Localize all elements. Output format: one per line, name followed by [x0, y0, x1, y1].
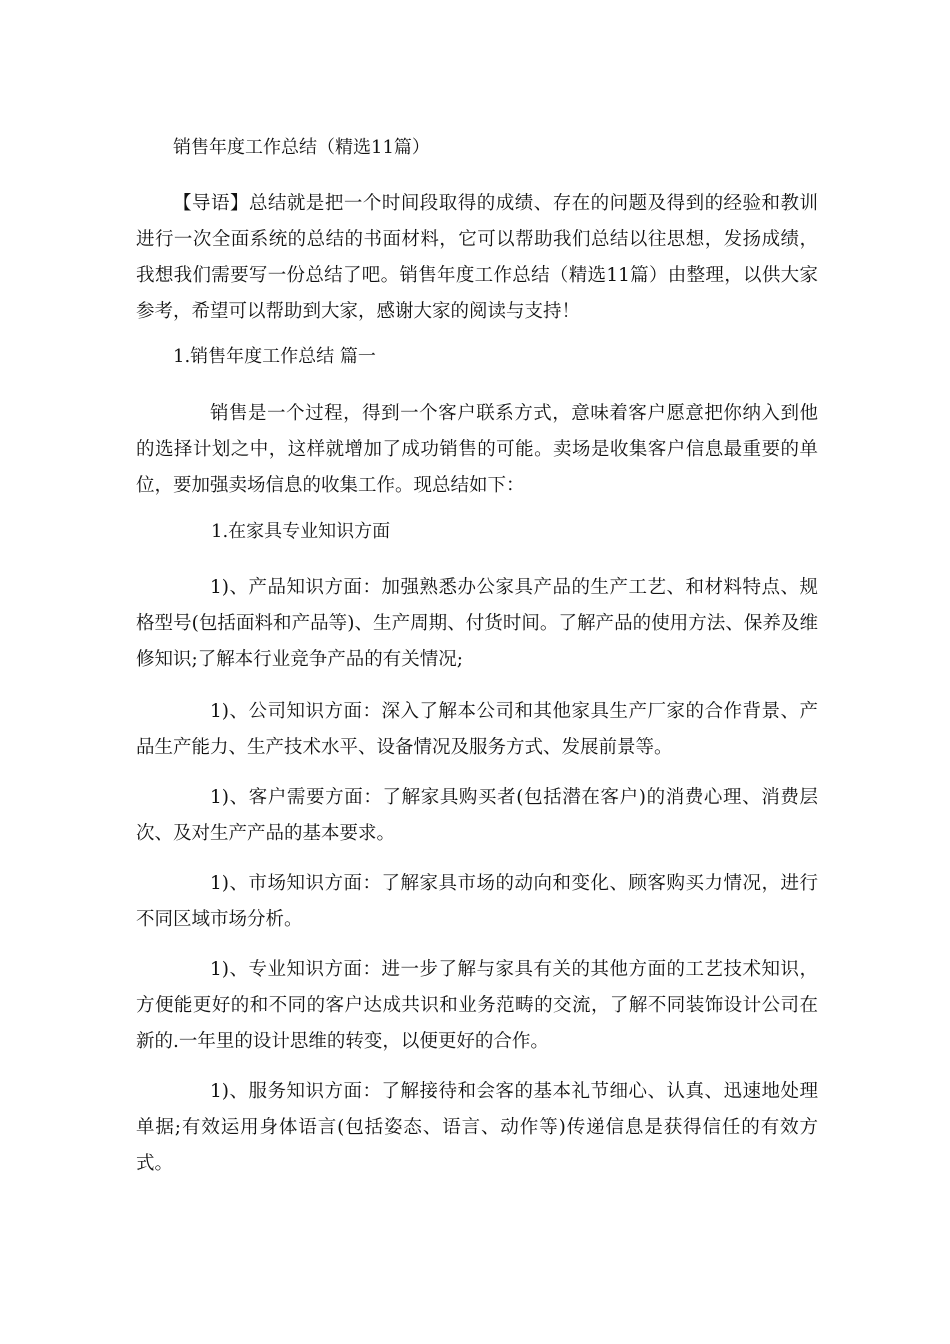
list-item-customer-needs: 1)、客户需要方面：了解家具购买者(包括潜在客户)的消费心理、消费层次、及对生产产品的基本要求。: [136, 787, 818, 844]
section-heading: 1.销售年度工作总结 篇一: [173, 346, 376, 367]
document-title: 销售年度工作总结（精选11篇）: [173, 137, 430, 158]
section-paragraph: 销售是一个过程，得到一个客户联系方式，意味着客户愿意把你纳入到他的选择计划之中，这样就增加了成功销售的可能。卖场是收集客户信息最重要的单位，要加强卖场信息的收集工作。现总结如下：: [136, 403, 818, 496]
list-item-product-knowledge: 1)、产品知识方面：加强熟悉办公家具产品的生产工艺、和材料特点、规格型号(包括面料和产品等)、生产周期、付货时间。了解产品的使用方法、保养及维修知识;了解本行业竞争产品的有关情况;: [136, 577, 818, 670]
list-item-service-knowledge: 1)、服务知识方面：了解接待和会客的基本礼节细心、认真、迅速地处理单据;有效运用身体语言(包括姿态、语言、动作等)传递信息是获得信任的有效方式。: [136, 1081, 818, 1174]
intro-paragraph: 【导语】总结就是把一个时间段取得的成绩、存在的问题及得到的经验和教训进行一次全面系统的总结的书面材料，它可以帮助我们总结以往思想，发扬成绩，我想我们需要写一份总结了吧。销售年度工作总结（精选11篇）由整理，以供大家参考，希望可以帮助到大家，感谢大家的阅读与支持！: [136, 193, 818, 322]
list-item-company-knowledge: 1)、公司知识方面：深入了解本公司和其他家具生产厂家的合作背景、产品生产能力、生产技术水平、设备情况及服务方式、发展前景等。: [136, 701, 818, 758]
subsection-heading: 1.在家具专业知识方面: [211, 521, 391, 542]
list-item-professional-knowledge: 1)、专业知识方面：进一步了解与家具有关的其他方面的工艺技术知识，方便能更好的和不同的客户达成共识和业务范畴的交流，了解不同装饰设计公司在新的.一年里的设计思维的转变，以便更好的合作。: [136, 959, 818, 1052]
list-item-market-knowledge: 1)、市场知识方面：了解家具市场的动向和变化、顾客购买力情况，进行不同区域市场分析。: [136, 873, 818, 930]
